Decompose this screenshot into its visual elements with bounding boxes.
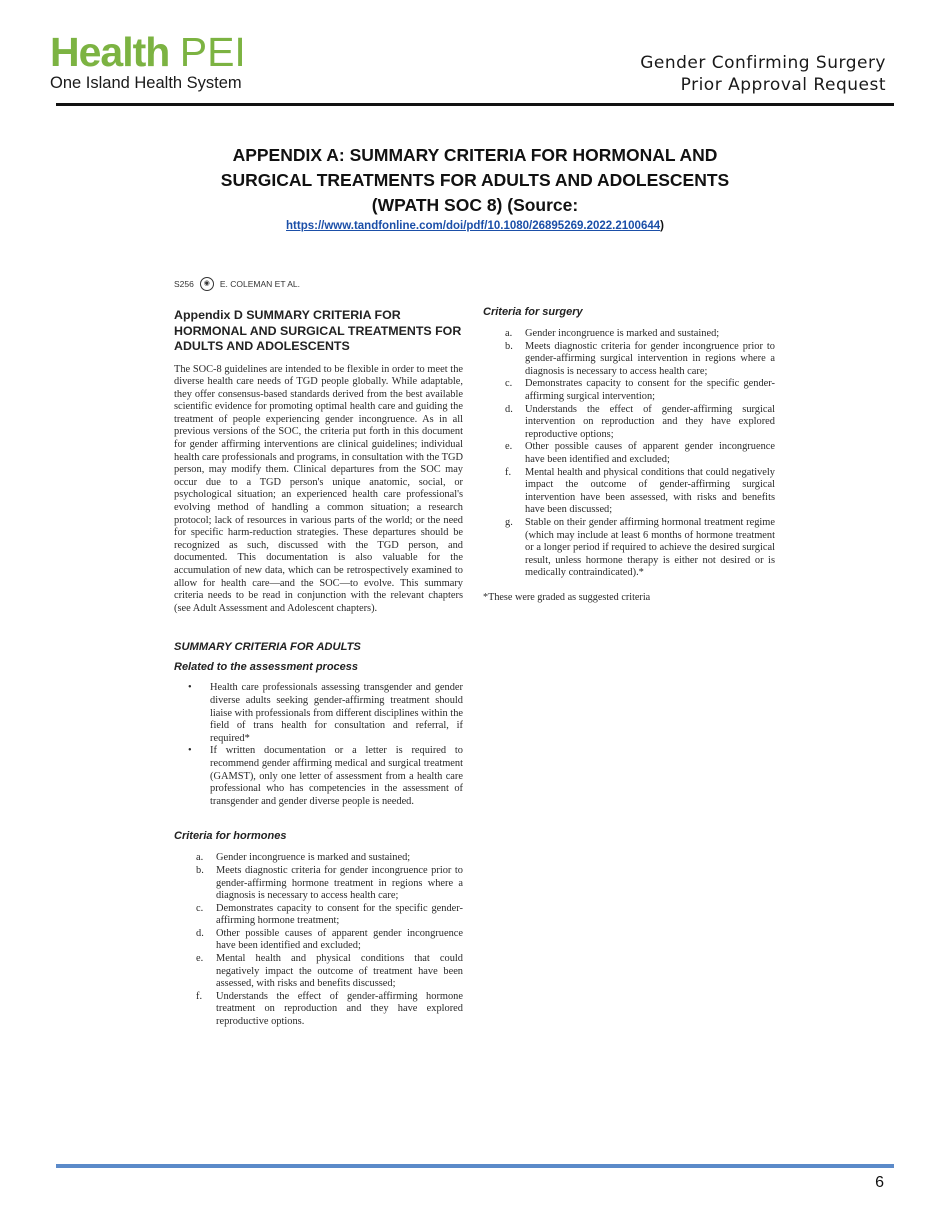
logo-brand: Health PEI [50, 29, 246, 75]
list-item: f. Mental health and physical conditions that could negatively impact the outcome of gender-affirming surgical intervention have been assessed, with risks and benefits have been discussed; [505, 466, 775, 516]
hormones-heading: Criteria for hormones [174, 830, 287, 843]
list-item: b. Meets diagnostic criteria for gender incongruence prior to gender-affirming surgical intervention in regions where a diagnosis is necessary to access health care; [505, 340, 775, 377]
logo-tagline: One Island Health System [50, 74, 242, 92]
journal-appendix-heading: Appendix D SUMMARY CRITERIA FOR HORMONAL AND SURGICAL TREATMENTS FOR ADULTS AND ADOLESCENTS [174, 308, 462, 353]
intro-paragraph: The SOC-8 guidelines are intended to be flexible in order to meet the diverse health care needs of TGD people globally. While adaptable, they offer consensus-based standards derived from the best available scientific evidence for promoting optimal health care and guiding the treatment of people experiencing gender incongruence. As in all previous versions of the SOC, the criteria put forth in this document for gender affirming interventions are clinical guidelines; individual health care professionals and programs, in consultation with the TGD person, may modify them. Clinical departures from the SOC may occur due to a TGD person's unique anatomic, social, or psychological situation; an experienced health care professional's evolving method of handling a common situation; a research protocol; lack of resources in various parts of the world; or the need for specific harm-reduction strategies. These departures should be recognized as such, discussed with the TGD person, and documented. This documentation is also valuable for the accumulation of new data, which can be retrospectively examined to allow for health care—and the SOC—to evolve. This summary criteria needs to be read in conjunction with the relevant chapters (see Adult Assessment and Adolescent chapters). [174, 363, 463, 614]
appendix-title: APPENDIX A: SUMMARY CRITERIA FOR HORMONAL AND SURGICAL TREATMENTS FOR ADULTS AND ADOLESCENTS (WPATH SOC 8) (Source: [220, 145, 730, 215]
surgery-heading: Criteria for surgery [483, 306, 583, 318]
journal-logo-icon: ◉ [200, 277, 214, 291]
list-item: g. Stable on their gender affirming hormonal treatment regime (which may include at least 6 months of hormone treatment or a longer period if required to achieve the desired surgical result, unless hormone therapy is either not desired or is medically contraindicated).* [505, 516, 775, 579]
list-item: a. Gender incongruence is marked and sustained; [196, 852, 411, 864]
list-item: e. Mental health and physical conditions that could negatively impact the outcome of treatment have been assessed, with risks and benefits discussed; [196, 953, 463, 990]
page-number: 6 [875, 1174, 884, 1191]
author-running-head: E. COLEMAN ET AL. [219, 279, 301, 289]
right-column [483, 306, 775, 604]
list-item: d. Other possible causes of apparent gender incongruence have been identified and excluded; [196, 927, 463, 952]
page-reference: S256 [174, 279, 194, 289]
list-item: b. Meets diagnostic criteria for gender incongruence prior to gender-affirming hormone treatment in regions where a diagnosis is necessary to access health care; [196, 864, 463, 902]
footnote: *These were graded as suggested criteria [483, 591, 651, 603]
health-pei-logo [50, 29, 246, 93]
document-title-line1: Gender Confirming Surgery [640, 53, 886, 73]
document-title-line2: Prior Approval Request [680, 75, 886, 95]
list-item: e. Other possible causes of apparent gender incongruence have been identified and excluded; [505, 441, 775, 465]
footer-divider [56, 1164, 894, 1168]
list-item: a. Gender incongruence is marked and sustained; [505, 328, 720, 339]
list-item: • If written documentation or a letter is required to recommend gender affirming medical and surgical treatment (GAMST), only one letter of assessment from a health care professional who has competencies in the assessment of transgender and gender diverse people is needed. [188, 745, 463, 808]
list-item: • Health care professionals assessing transgender and gender diverse adults seeking gender-affirming treatment should liaise with professionals from different disciplines within the field of trans health for consultation and referral, if required* [188, 682, 463, 745]
document-title [640, 52, 886, 96]
header-divider [56, 103, 894, 106]
surgery-criteria-list [483, 328, 775, 580]
list-item: f. Understands the effect of gender-affirming hormone treatment on reproduction and they have explored reproductive options. [196, 990, 463, 1028]
list-item: c. Demonstrates capacity to consent for the specific gender-affirming hormone treatment; [196, 902, 463, 927]
list-item: d. Understands the effect of gender-affirming surgical intervention on reproduction and they have explored reproductive options; [505, 403, 775, 440]
left-column [174, 308, 463, 1029]
hormones-criteria-list [174, 852, 463, 1028]
list-item: c. Demonstrates capacity to consent for the specific gender-affirming surgical intervention; [505, 378, 775, 402]
adults-heading: SUMMARY CRITERIA FOR ADULTS [174, 641, 361, 654]
embedded-journal-page [160, 262, 800, 1152]
assessment-heading: Related to the assessment process [174, 661, 359, 674]
assessment-list [174, 682, 463, 808]
source-citation: https://www.tandfonline.com/doi/pdf/10.1080/26895269.2022.2100644) [286, 220, 664, 232]
source-link[interactable]: https://www.tandfonline.com/doi/pdf/10.1080/26895269.2022.2100644 [286, 220, 661, 232]
journal-running-header [174, 277, 300, 291]
